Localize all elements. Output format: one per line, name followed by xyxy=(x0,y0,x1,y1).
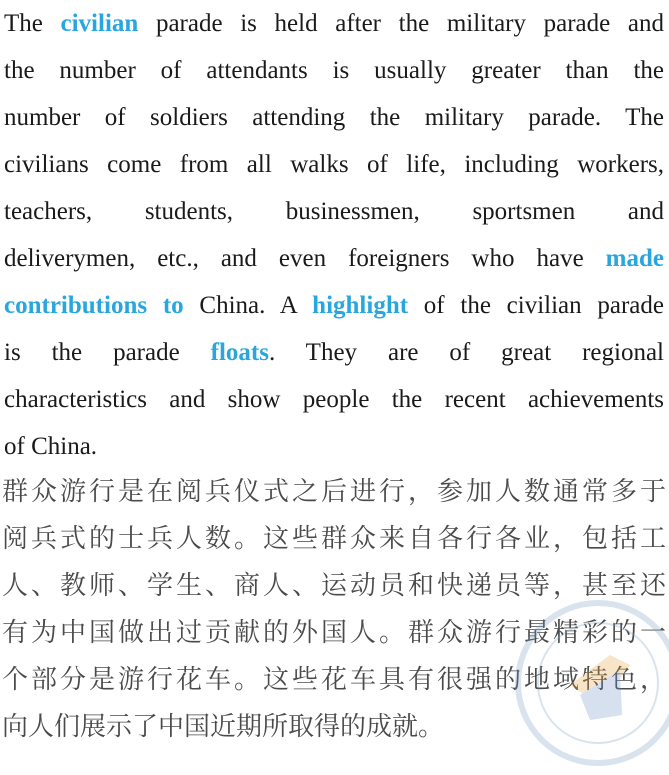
chinese-line: 个部分是游行花车。这些花车具有很强的地域特色， xyxy=(2,665,666,695)
english-line xyxy=(4,47,664,94)
highlighted-keyword: floats xyxy=(210,339,269,366)
english-line xyxy=(4,0,664,47)
english-line xyxy=(4,141,664,188)
chinese-line: 阅兵式的士兵人数。这些群众来自各行各业，包括工 xyxy=(2,524,666,554)
text-segment: civilians come from all walks of life, including workers, xyxy=(4,151,664,178)
text-segment: characteristics and show people the recent achievements xyxy=(4,386,664,413)
highlighted-keyword: civilian xyxy=(60,10,139,37)
text-segment: . They are of great regional xyxy=(268,339,664,366)
english-line xyxy=(4,376,664,423)
text-segment: parade is held after the military parade and xyxy=(138,10,664,37)
english-line xyxy=(4,282,664,329)
english-line xyxy=(4,423,664,470)
english-passage xyxy=(4,0,664,470)
english-line xyxy=(4,235,664,282)
text-segment: China. A xyxy=(183,292,313,319)
english-line xyxy=(4,94,664,141)
text-segment: of China. xyxy=(4,433,98,460)
chinese-line: 人、教师、学生、商人、运动员和快递员等，甚至还 xyxy=(2,571,666,601)
highlighted-keyword: highlight xyxy=(312,292,409,319)
seal-logo-icon xyxy=(510,595,669,770)
text-segment: deliverymen, etc., and even foreigners who have xyxy=(4,245,606,272)
chinese-line: 有为中国做出过贡献的外国人。群众游行最精彩的一 xyxy=(2,618,666,648)
chinese-line: 群众游行是在阅兵仪式之后进行，参加人数通常多于 xyxy=(2,477,666,507)
text-segment: number of soldiers attending the military parade. The xyxy=(4,104,664,131)
english-line xyxy=(4,329,664,376)
text-segment: The xyxy=(4,10,61,37)
highlighted-keyword: contributions to xyxy=(4,292,184,319)
text-segment: teachers, students, businessmen, sportsmen and xyxy=(4,198,664,225)
text-segment: the number of attendants is usually greater than the xyxy=(4,57,664,84)
chinese-line: 向人们展示了中国近期所取得的成就。 xyxy=(2,712,445,742)
highlighted-keyword: made xyxy=(605,245,664,272)
text-segment: is the parade xyxy=(4,339,211,366)
english-line xyxy=(4,188,664,235)
text-segment: of the civilian parade xyxy=(408,292,664,319)
